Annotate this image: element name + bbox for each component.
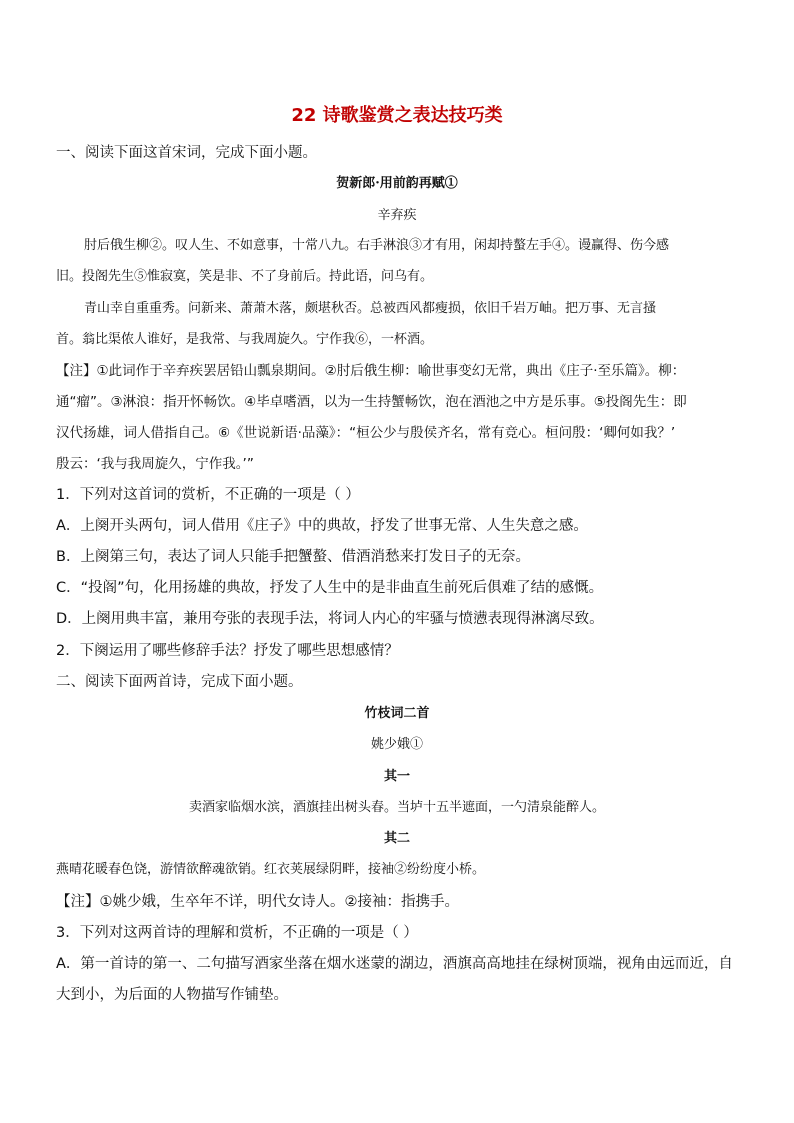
question-1-option-a: A．上阕开头两句，词人借用《庄子》中的典故，抒发了世事无常、人生失意之感。	[56, 518, 588, 534]
question-1: 1．下列对这首词的赏析，不正确的一项是（ ）	[56, 487, 360, 503]
poem-1-author: 辛弃疾	[377, 208, 417, 223]
poem-2-text-2: 燕晴花暖春色饶，游情欲醉魂欲销。红衣荚展绿阴畔，接袖②纷纷度小桥。	[56, 862, 486, 877]
poem-1-text-line: 青山幸自重重秀。问新来、萧萧木落，颇堪秋否。总被西风都瘦损，依旧千岩万岫。把万事、无言搔	[84, 301, 657, 316]
section-2-heading: 二、阅读下面两首诗，完成下面小题。	[56, 674, 303, 690]
page-title: 22 诗歌鉴赏之表达技巧类	[291, 105, 503, 126]
poem-2-subtitle-2: 其二	[383, 831, 410, 846]
question-1-option-c: C．“投阁”句，化用扬雄的典故，抒发了人生中的是非曲直生前死后俱难了结的感慨。	[56, 580, 604, 596]
question-3: 3．下列对这两首诗的理解和赏析，不正确的一项是（ ）	[56, 925, 418, 941]
poem-2-subtitle-1: 其一	[383, 769, 410, 784]
note-line: 【注】①此词作于辛弃疾罢居铅山瓢泉期间。②肘后俄生柳：喻世事变幻无常，典出《庄子·至乐篇》。柳：	[56, 363, 686, 379]
note-line: 【注】①姚少娥，生卒年不详，明代女诗人。②接袖：指携手。	[56, 894, 459, 910]
note-line: 通“瘤”。③淋浪：指开怀畅饮。④毕卓嗜酒，以为一生持蟹畅饮，泡在酒池之中方是乐事。⑤投阁先生：即	[56, 394, 687, 410]
poem-1-text-line: 首。翁比渠侬人谁好，是我常、与我周旋久。宁作我⑥，一杯酒。	[56, 332, 434, 347]
question-3-option-a-cont: 大到小，为后面的人物描写作铺垫。	[56, 987, 288, 1003]
section-1-heading: 一、阅读下面这首宋词，完成下面小题。	[56, 145, 317, 161]
question-2: 2．下阕运用了哪些修辞手法？抒发了哪些思想感情？	[56, 643, 399, 659]
question-1-option-d: D．上阕用典丰富，兼用夸张的表现手法，将词人内心的牢骚与愤懑表现得淋漓尽致。	[56, 611, 604, 627]
question-1-option-b: B．上阕第三句，表达了词人只能手把蟹螯、借酒消愁来打发日子的无奈。	[56, 549, 530, 565]
poem-1-text-line: 旧。投阁先生⑤惟寂寞，笑是非、不了身前后。持此语，问乌有。	[56, 269, 434, 284]
note-line: 汉代扬雄，词人借指自己。⑥《世说新语·品藻》：“桓公少与殷侯齐名，常有竞心。桓问殷：‘卿何如我？’	[56, 425, 676, 441]
poem-2-author: 姚少娥①	[370, 737, 423, 752]
poem-2-title: 竹枝词二首	[364, 706, 430, 721]
poem-1-text-line: 肘后俄生柳②。叹人生、不如意事，十常八九。右手淋浪③才有用，闲却持螯左手④。谩赢得、伤今感	[84, 238, 670, 253]
note-line: 殷云：‘我与我周旋久，宁作我。’”	[56, 456, 254, 472]
question-3-option-a: A．第一首诗的第一、二句描写酒家坐落在烟水迷蒙的湖边，酒旗高高地挂在绿树顶端，视角由远而近，自	[56, 956, 733, 972]
poem-2-text-1: 卖酒家临烟水滨，酒旗挂出树头春。当垆十五半遮面，一勺清泉能醉人。	[188, 800, 605, 815]
poem-1-title: 贺新郎·用前韵再赋①	[336, 176, 458, 191]
